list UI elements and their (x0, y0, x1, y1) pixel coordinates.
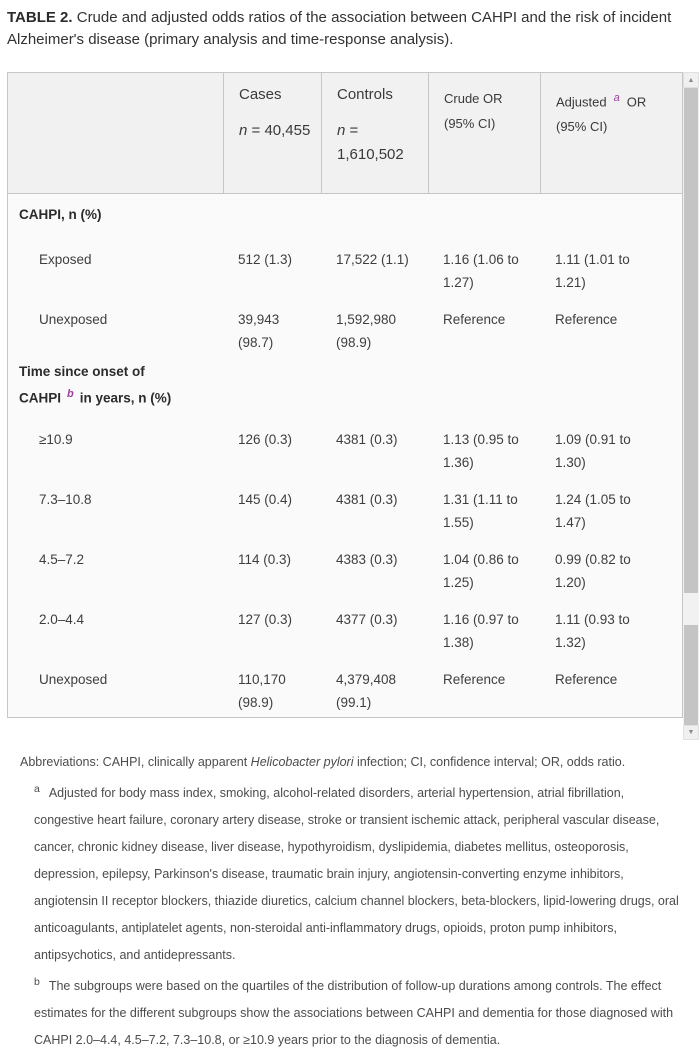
col-header-adjusted-or: Adjusted $^a$ OR (95% CI) (540, 73, 682, 193)
cell-cases: 110,170 (98.9) (238, 672, 286, 710)
table-body (8, 194, 682, 718)
scrollbar-thumb-upper[interactable] (684, 88, 698, 593)
odds-ratio-table (7, 72, 683, 718)
col-header-empty (8, 73, 223, 193)
table-caption (7, 7, 687, 51)
cell-cases: 512 (1.3) (238, 252, 293, 267)
cell-adjusted-or: 1.24 (1.05 to 1.47) (555, 492, 631, 530)
cell-crude-or: 1.16 (0.97 to 1.38) (443, 612, 519, 650)
scrollbar-track-gap[interactable] (684, 593, 698, 625)
footnote-a-marker: a (34, 783, 40, 795)
cell-crude-or: 1.31 (1.11 to 1.55) (443, 492, 518, 530)
cell-controls: 1,592,980 (98.9) (336, 312, 397, 350)
cell-adjusted-or: 1.11 (1.01 to 1.21) (555, 252, 630, 290)
table-row-ge10-9 (8, 411, 682, 471)
footnote-a-text: Adjusted for body mass index, smoking, alcohol-related disorders, arterial hypertension, atrial fibrillation, congestive heart failure, coronary artery disease, stroke or transient ischemic attack, peripheral vascular disease, cancer, chronic kidney disease, liver disease, hypothyroidism, dyslipidemia, diabetes mellitus, osteoporosis, depression, epilepsy, Parkinson's disease, traumatic brain injury, angiotensin-converting enzyme inhibitors, angiotensin II receptor blockers, thiazide diuretics, calcium channel blockers, beta-blockers, lipid-lowering drugs, oral anticoagulants, antiplatelet agents, non-steroidal anti-inflammatory drugs, opioids, proton pump inhibitors, antipsychotics, and antidepressants. (34, 786, 679, 963)
row-label: Unexposed (39, 672, 108, 687)
cell-cases: 145 (0.4) (238, 492, 293, 507)
scroll-down-arrow-icon: ▼ (687, 729, 695, 736)
table-caption-label: TABLE 2. (7, 9, 73, 26)
row-label: 2.0–4.4 (39, 612, 85, 627)
cell-cases: 39,943 (98.7) (238, 312, 280, 350)
footnote-abbreviations: Abbreviations: CAHPI, clinically apparent Helicobacter pylori infection; CI, confidence interval; OR, odds ratio. (20, 755, 626, 769)
controls-header-n: n = (337, 122, 359, 139)
cell-cases: 127 (0.3) (238, 612, 293, 627)
table-row-unexposed (8, 291, 682, 351)
footnote-link-a[interactable]: a (613, 92, 620, 104)
row-label: Unexposed (39, 312, 108, 327)
cell-controls: 4383 (0.3) (336, 552, 398, 567)
vertical-scrollbar[interactable] (683, 72, 699, 740)
table-row-unexposed-time (8, 651, 682, 718)
cell-adjusted-or: Reference (555, 312, 618, 327)
table-row-4-5-7-2 (8, 531, 682, 591)
cell-adjusted-or: 1.09 (0.91 to 1.30) (555, 432, 631, 470)
col-header-cases (223, 73, 321, 193)
cell-adjusted-or: 0.99 (0.82 to 1.20) (555, 552, 631, 590)
cell-crude-or: 1.04 (0.86 to 1.25) (443, 552, 519, 590)
table-row-7-3-10-8 (8, 471, 682, 531)
cases-header-n: n = 40,455 (239, 122, 311, 139)
table-caption-text: Crude and adjusted odds ratios of the association between CAHPI and the risk of incident Alzheimer's disease (primary analysis and time-response analysis). (7, 9, 672, 48)
col-header-crude-or: Crude OR (95% CI) (428, 73, 540, 193)
footnote-b-marker: b (34, 976, 40, 989)
cell-adjusted-or: 1.11 (0.93 to 1.32) (555, 612, 630, 650)
footnote-b-text: The subgroups were based on the quartiles of the distribution of follow-up durations among controls. The effect estimates for the different subgroups show the associations between CAHPI and dementia for those diagnosed with CAHPI 2.0–4.4, 4.5–7.2, 7.3–10.8, or ≥10.9 years prior to the diagnosis of dementia. (34, 979, 674, 1048)
row-label: Exposed (39, 252, 92, 267)
cell-crude-or: 1.13 (0.95 to 1.36) (443, 432, 519, 470)
cell-crude-or: Reference (443, 672, 506, 687)
cell-crude-or: Reference (443, 312, 506, 327)
section-row-cahpi: CAHPI, n (%) (19, 207, 102, 222)
scroll-up-arrow-icon: ▲ (687, 76, 695, 84)
scrollbar-up-button[interactable] (683, 72, 699, 88)
cell-crude-or: 1.16 (1.06 to 1.27) (443, 252, 519, 290)
cell-cases: 114 (0.3) (238, 552, 292, 567)
col-header-controls (321, 73, 428, 193)
cell-adjusted-or: Reference (555, 672, 618, 687)
row-label: 7.3–10.8 (39, 492, 92, 507)
cases-header-title: Cases (239, 86, 282, 103)
controls-header-n-value: 1,610,502 (337, 146, 404, 163)
cell-controls: 17,522 (1.1) (336, 252, 409, 267)
footnote-b (34, 969, 682, 1054)
scrollbar-thumb-lower[interactable] (684, 625, 698, 725)
controls-header-title: Controls (337, 86, 393, 103)
table-header-row (8, 73, 682, 194)
footnote-a (34, 776, 682, 969)
cell-controls: 4381 (0.3) (336, 492, 398, 507)
footnotes (20, 749, 682, 1054)
row-label: ≥10.9 (39, 432, 73, 447)
species-name-italic: Helicobacter pylori (250, 755, 354, 769)
cell-controls: 4,379,408 (99.1) (336, 672, 397, 710)
footnote-link-b[interactable]: b (67, 388, 74, 400)
row-label: 4.5–7.2 (39, 552, 85, 567)
section-row-time-since-onset: Time since onset of CAHPI $^b$ in years, n (%) (19, 364, 172, 406)
cell-cases: 126 (0.3) (238, 432, 293, 447)
scrollbar-down-button[interactable] (683, 725, 699, 740)
table-row-2-0-4-4 (8, 591, 682, 651)
table-row-exposed (8, 231, 682, 291)
cell-controls: 4377 (0.3) (336, 612, 398, 627)
cell-controls: 4381 (0.3) (336, 432, 398, 447)
